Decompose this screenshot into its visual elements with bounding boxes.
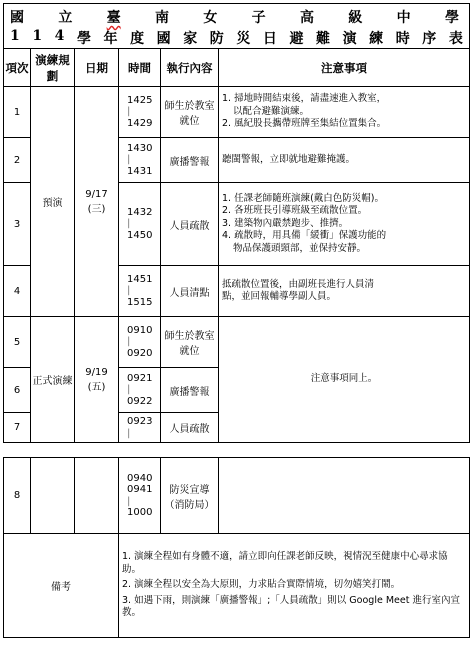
note-line: 2. 風紀股長攜帶班牌至集結位置集合。 — [222, 118, 387, 130]
title-char: 度 — [130, 31, 145, 47]
time-end: 0922 — [127, 395, 153, 407]
formal-weekday: (五) — [87, 381, 106, 393]
note-line: 2. 各班班長引導班級至疏散位置。 — [222, 205, 368, 217]
content-cell: 防災宣導（消防局） — [161, 458, 219, 534]
title-char: 1 — [32, 28, 43, 44]
content-cell: 廣播警報 — [161, 138, 219, 183]
time-range: 1451 | 1515 — [119, 266, 161, 317]
title-char: 級 — [348, 10, 363, 26]
time-range: 0921 | 0922 — [119, 368, 161, 413]
title-char: 防 — [209, 31, 224, 47]
time-range: 1425 | 1429 — [119, 87, 161, 138]
title-char: 日 — [262, 31, 277, 47]
time-start: 1425 — [127, 94, 153, 106]
item-number: 6 — [4, 368, 31, 413]
notes-cell-empty — [219, 458, 470, 534]
header-item: 項次 — [4, 49, 31, 87]
note-line: 抵疏散位置後，由副班長進行人員清 — [222, 278, 375, 290]
item-number: 2 — [4, 138, 31, 183]
drill-date-value: 9/17 — [85, 188, 108, 200]
content-cell: 人員疏散 — [161, 183, 219, 266]
header-date: 日期 — [75, 49, 119, 87]
time-start: 1430 — [127, 142, 153, 154]
table-row — [4, 87, 470, 138]
note-line: 以配合避難演練。 — [233, 105, 310, 117]
item-number: 8 — [4, 458, 31, 534]
schedule-title — [4, 28, 469, 48]
time-end: 1431 — [127, 165, 153, 177]
time-range: 1430 | 1431 — [119, 138, 161, 183]
notes-same-cell: 注意事項同上。 — [219, 317, 470, 443]
item-number: 5 — [4, 317, 31, 368]
drill-weekday: (三) — [87, 203, 106, 215]
note-line: 1. 掃地時間結束後，請盡速進入教室， — [222, 93, 387, 105]
item-number: 7 — [4, 413, 31, 443]
formal-date-value: 9/19 — [85, 366, 108, 378]
header-content: 執行內容 — [161, 49, 219, 87]
title-char: 避 — [289, 31, 304, 47]
title-char: 學 — [76, 31, 91, 47]
date-cell-empty — [75, 458, 119, 534]
content-cell: 師生於教室就位 — [161, 317, 219, 368]
note-line: 3. 建築物內嚴禁跑步、推擠。 — [222, 217, 349, 229]
time-end: 0920 — [127, 347, 153, 359]
schedule-table — [3, 48, 470, 443]
schedule-table-continued — [3, 457, 470, 638]
content-cell: 廣播警報 — [161, 368, 219, 413]
plan-cell-empty — [31, 458, 75, 534]
item-number: 4 — [4, 266, 31, 317]
time-start: 0941 — [127, 484, 153, 495]
title-char: 立 — [58, 10, 73, 26]
table-row — [4, 458, 470, 534]
formal-plan: 正式演練 — [31, 317, 75, 443]
document-title — [3, 3, 470, 48]
title-char: 中 — [396, 10, 411, 26]
title-char: 1 — [10, 28, 20, 44]
remarks-label: 備考 — [4, 534, 119, 638]
title-char: 女 — [203, 10, 218, 26]
time-start: 0940 — [127, 472, 153, 484]
title-char: 臺 — [106, 10, 121, 26]
drill-plan: 預演 — [31, 87, 75, 317]
title-char: 家 — [183, 31, 198, 47]
title-char: 4 — [54, 28, 65, 44]
time-end: 1515 — [127, 296, 153, 308]
note-line: 4. 疏散時，用具備「緩衝」保護功能的 — [222, 230, 387, 242]
title-char: 子 — [251, 10, 266, 26]
title-char: 時 — [395, 31, 410, 47]
notes-cell — [219, 266, 470, 317]
title-char: 難 — [316, 31, 330, 47]
content-cell: 人員疏散 — [161, 413, 219, 443]
remark-item: 3. 如遇下雨，則演練「廣播警報」;「人員疏散」則以 Google Meet 進行室內宣教。 — [122, 594, 460, 619]
table-row — [4, 317, 470, 368]
formal-date — [75, 317, 119, 443]
document-page — [3, 3, 470, 638]
title-char: 高 — [299, 10, 314, 26]
time-end: 1429 — [127, 117, 153, 129]
title-char: 演 — [342, 31, 357, 47]
header-notes: 注意事項 — [219, 49, 470, 87]
title-char: 災 — [236, 31, 251, 47]
time-range: 0923 | — [119, 413, 161, 443]
note-line: 點，並回報輔導學副人員。 — [222, 291, 337, 302]
note-line: 1. 任課老師隨班演練(戴白色防災帽)。 — [222, 192, 384, 204]
time-start: 1432 — [127, 206, 153, 218]
item-number: 1 — [4, 87, 31, 138]
time-start: 1451 — [127, 273, 153, 285]
title-char: 國 — [156, 31, 171, 47]
notes-cell — [219, 87, 470, 138]
title-char: 年 — [103, 31, 118, 47]
content-cell: 人員清點 — [161, 266, 219, 317]
remark-item: 1. 演練全程如有身體不適，請立即向任課老師反映，視情況至健康中心尋求協助。 — [122, 551, 448, 575]
time-end: 1000 — [127, 507, 153, 518]
title-char: 序 — [422, 31, 437, 47]
remark-item: 2. 演練全程以安全為大原則，力求貼合實際情境，切勿嬉笑打鬧。 — [122, 579, 401, 591]
time-start: 0923 — [127, 416, 153, 427]
header-plan: 演練規劃 — [31, 49, 75, 87]
title-char: 國 — [10, 10, 24, 26]
remarks-row — [4, 534, 470, 638]
drill-date — [75, 87, 119, 317]
remarks-content — [119, 534, 470, 638]
school-name — [4, 7, 469, 27]
time-range: 0910 | 0920 — [119, 317, 161, 368]
note-line: 物品保護頭頸部，並保持安靜。 — [233, 242, 367, 254]
time-end: 1450 — [127, 229, 153, 241]
notes-cell — [219, 183, 470, 266]
title-char: 南 — [154, 10, 169, 26]
header-time: 時間 — [119, 49, 161, 87]
time-range: 1432 | 1450 — [119, 183, 161, 266]
notes-cell: 聽閩警報，立即就地避難掩護。 — [219, 138, 470, 183]
title-char: 表 — [448, 31, 463, 47]
header-row — [4, 49, 470, 87]
time-start: 0910 — [127, 324, 153, 336]
content-cell: 師生於教室就位 — [161, 87, 219, 138]
item-number: 3 — [4, 183, 31, 266]
title-char: 練 — [369, 31, 384, 47]
time-range: 0940 0941 | 1000 — [119, 458, 161, 534]
time-start: 0921 — [127, 372, 153, 384]
title-char: 學 — [444, 10, 459, 26]
